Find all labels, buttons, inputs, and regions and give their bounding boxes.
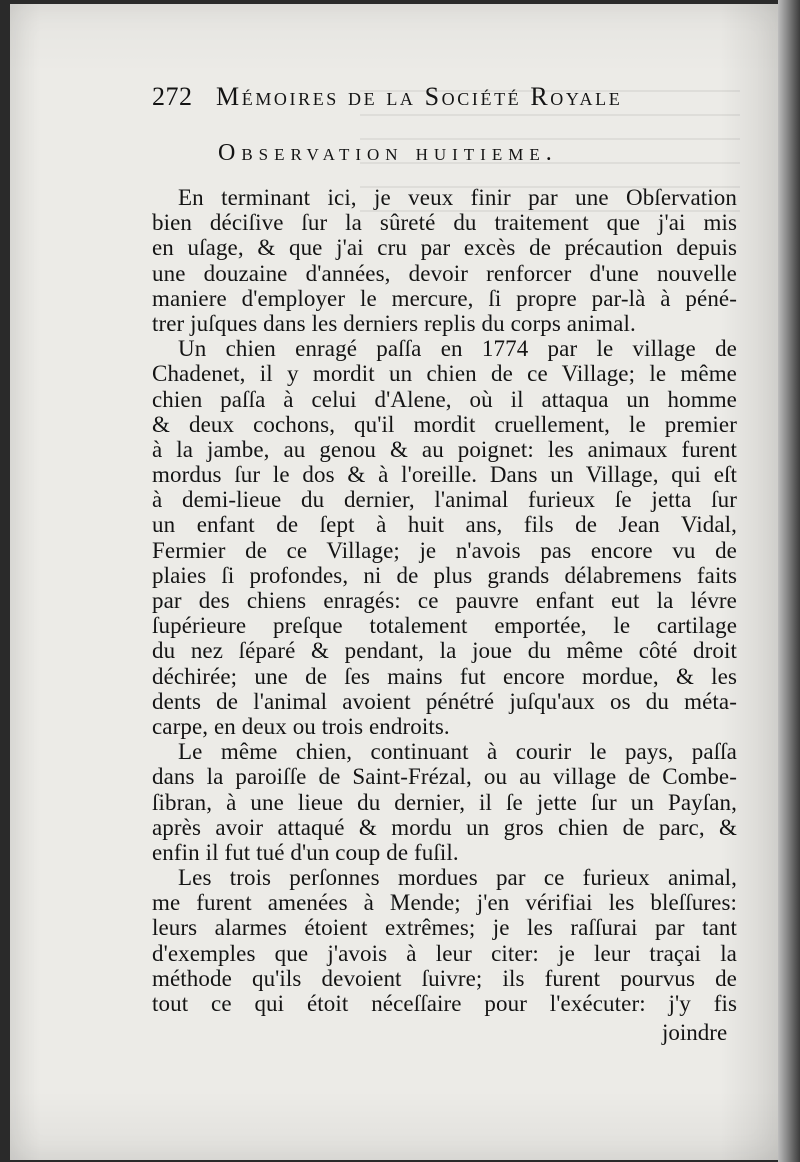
text-line: après avoir attaqué & mordu un gros chien de parc, & [152, 814, 737, 840]
text-line: plaies ſi profondes, ni de plus grands délabremens faits [152, 562, 737, 588]
text-line: dents de l'animal avoient pénétré juſqu'aux os du méta- [152, 688, 737, 714]
text-line: Les trois perſonnes mordues par ce furieux animal, [178, 865, 737, 891]
text-line: ſibran, à une lieue du dernier, il ſe jette ſur un Payſan, [152, 789, 737, 815]
paragraph [152, 739, 737, 865]
text-line: un enfant de ſept à huit ans, fils de Jean Vidal, [152, 512, 737, 538]
text-line: bien déciſive ſur la sûreté du traitement que j'ai mis [152, 210, 737, 236]
text-line: enfin il fut tué d'un coup de fuſil. [152, 839, 459, 865]
text-line: me furent amenées à Mende; j'en vérifiai les bleſſures: [152, 890, 737, 916]
body-text [152, 185, 737, 1016]
text-line: Un chien enragé paſſa en 1774 par le village de [178, 336, 737, 362]
text-line: chien paſſa à celui d'Alene, où il attaqua un homme [152, 386, 737, 412]
text-line: & deux cochons, qu'il mordit cruellement, le premier [152, 411, 737, 437]
paragraph [152, 865, 737, 1016]
text-line: Fermier de ce Village; je n'avois pas encore vu de [152, 537, 737, 563]
text-line: dans la paroiſſe de Saint-Frézal, ou au village de Combe- [152, 764, 737, 790]
text-line: maniere d'employer le mercure, ſi propre par-là à péné- [152, 285, 737, 311]
text-line: du nez ſéparé & pendant, la joue du même côté droit [152, 638, 737, 664]
text-line: ſupérieure preſque totalement emportée, le cartilage [152, 613, 737, 639]
text-line: leurs alarmes étoient extrêmes; je les raſſurai par tant [152, 915, 737, 941]
page-header [152, 80, 687, 114]
text-line: déchirée; une de ſes mains fut encore mordue, & les [152, 663, 737, 689]
paragraph [152, 185, 737, 336]
text-line: trer juſques dans les derniers replis du corps animal. [152, 310, 636, 336]
page-number: 272 [152, 82, 193, 111]
text-line: à demi-lieue du dernier, l'animal furieux ſe jetta ſur [152, 487, 737, 513]
text-line: à la jambe, au genou & au poignet: les animaux furent [152, 436, 737, 462]
book-spine-shadow [778, 0, 800, 1162]
text-line: mordus ſur le dos & à l'oreille. Dans un Village, qui eſt [152, 462, 737, 488]
running-head: Mémoires de la Société Royale [216, 82, 623, 111]
text-line: une douzaine d'années, devoir renforcer d'une nouvelle [152, 260, 737, 286]
section-title: Observation huitieme. [218, 140, 558, 166]
text-line: tout ce qui étoit néceſſaire pour l'exécuter: j'y fis [152, 991, 737, 1016]
text-line: par des chiens enragés: ce pauvre enfant eut la lévre [152, 588, 737, 613]
text-line: Le même chien, continuant à courir le pays, paſſa [178, 739, 737, 765]
text-line: d'exemples que j'avois à leur citer: je leur traçai la [152, 940, 737, 966]
text-line: méthode qu'ils devoient ſuivre; ils furent pourvus de [152, 965, 737, 991]
text-line: Chadenet, il y mordit un chien de ce Village; le même [152, 361, 737, 387]
paragraph [152, 336, 737, 739]
catchword: joindre [662, 1020, 728, 1045]
text-line: en uſage, & que j'ai cru par excès de précaution depuis [152, 235, 737, 261]
text-line: carpe, en deux ou trois endroits. [152, 713, 450, 739]
text-line: En terminant ici, je veux finir par une Obſervation [178, 185, 737, 210]
